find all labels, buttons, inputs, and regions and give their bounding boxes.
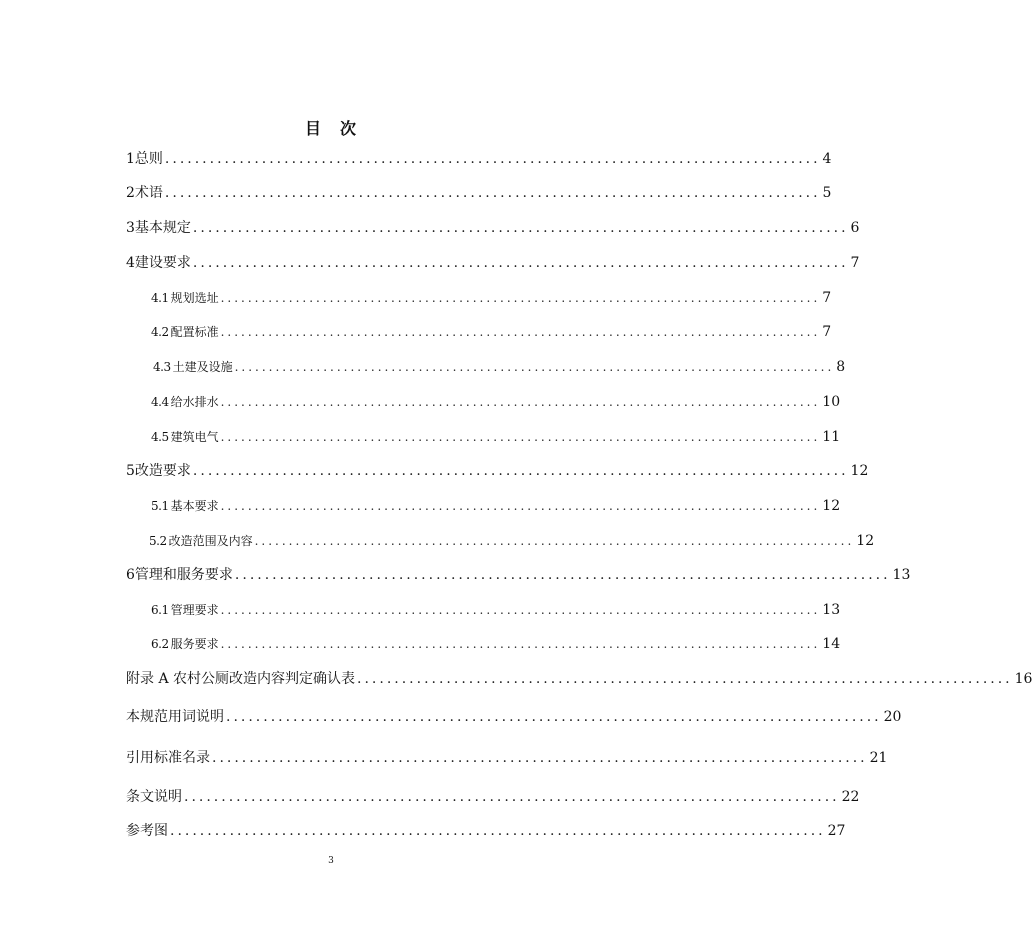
toc-entry-page: 12 [856, 533, 875, 549]
toc-subentry[interactable] [151, 322, 832, 342]
dot-leader: ........................................................................................ [220, 430, 821, 444]
toc-entry-number: 3 [126, 220, 135, 236]
toc-entry-label: 服务要求 [170, 637, 219, 651]
toc-entry-page: 11 [822, 429, 841, 445]
toc-entry[interactable] [126, 183, 832, 203]
toc-entry-number: 4.2 [151, 325, 169, 339]
dot-leader: ........................................................................................ [226, 709, 882, 725]
toc-entry-label: 条文说明 [126, 789, 182, 805]
toc-entry-number: 2 [126, 185, 135, 201]
toc-entry-page: 14 [822, 636, 841, 652]
dot-leader: ........................................................................................ [192, 255, 849, 271]
toc-entry-label: 土建及设施 [172, 360, 233, 374]
toc-entry-page: 13 [892, 567, 911, 583]
toc-entry-label: 附录 A 农村公厕改造内容判定确认表 [126, 671, 356, 687]
toc-entry-page: 22 [841, 789, 860, 805]
toc-entry[interactable] [126, 565, 911, 585]
toc-entry[interactable] [126, 253, 860, 273]
toc-subentry[interactable] [151, 427, 841, 447]
toc-subentry[interactable] [151, 600, 841, 620]
toc-entry-number: 4.4 [151, 395, 169, 409]
toc-entry[interactable] [126, 461, 869, 481]
toc-entry-number: 4.5 [151, 430, 169, 444]
toc-entry-number: 6 [126, 567, 135, 583]
toc-entry-label: 规划选址 [170, 291, 219, 305]
toc-entry-number: 5.1 [151, 499, 169, 513]
toc-entry-label: 改造要求 [134, 463, 191, 479]
toc-entry[interactable] [126, 787, 860, 807]
toc-subentry[interactable] [151, 634, 841, 654]
toc-subentry[interactable] [151, 496, 841, 516]
toc-entry-page: 6 [850, 220, 860, 236]
toc-entry-label: 管理和服务要求 [134, 567, 233, 583]
toc-entry-label: 给水排水 [170, 395, 219, 409]
toc-entry[interactable] [126, 669, 1032, 689]
toc-entry-label: 术语 [134, 185, 163, 201]
toc-entry-page: 12 [850, 463, 869, 479]
toc-entry-number: 4.3 [153, 360, 171, 374]
toc-entry-page: 20 [883, 709, 902, 725]
dot-leader: ........................................................................................ [170, 823, 826, 839]
dot-leader: ........................................................................................ [164, 151, 821, 167]
toc-subentry[interactable] [153, 357, 846, 377]
dot-leader: ........................................................................................ [212, 750, 868, 766]
toc-entry-page: 7 [822, 324, 832, 340]
toc-entry-label: 参考图 [126, 823, 168, 839]
toc-subentry[interactable] [149, 531, 875, 551]
dot-leader: ........................................................................................ [234, 360, 835, 374]
toc-entry-page: 16 [1014, 671, 1032, 687]
toc-entry-number: 4 [126, 255, 135, 271]
toc-subentry[interactable] [151, 392, 841, 412]
dot-leader: ........................................................................................ [164, 185, 821, 201]
toc-entry-label: 引用标准名录 [126, 750, 210, 766]
dot-leader: ........................................................................................ [192, 220, 849, 236]
dot-leader: ........................................................................................ [220, 603, 821, 617]
toc-entry[interactable] [126, 707, 902, 727]
toc-entry-page: 4 [822, 151, 832, 167]
toc-entry-page: 21 [869, 750, 888, 766]
toc-entry-number: 6.1 [151, 603, 169, 617]
toc-entry-page: 8 [836, 359, 846, 375]
toc-entry[interactable] [126, 821, 846, 841]
toc-entry-number: 1 [126, 151, 135, 167]
toc-entry-label: 建设要求 [134, 255, 191, 271]
toc-entry-page: 12 [822, 498, 841, 514]
toc-entry[interactable] [126, 748, 888, 768]
toc-entry-page: 5 [822, 185, 832, 201]
toc-entry-number: 5.2 [149, 534, 167, 548]
toc-entry[interactable] [126, 218, 860, 238]
dot-leader: ........................................................................................ [184, 789, 840, 805]
dot-leader: ........................................................................................ [220, 395, 821, 409]
toc-subentry[interactable] [151, 288, 832, 308]
toc-entry-label: 改造范围及内容 [168, 534, 253, 548]
dot-leader: ........................................................................................ [192, 463, 849, 479]
page-title: 目 次 [304, 119, 358, 138]
toc-entry-page: 13 [822, 602, 841, 618]
toc-entry-label: 配置标准 [170, 325, 219, 339]
toc-entry-label: 管理要求 [170, 603, 219, 617]
dot-leader: ........................................................................................ [220, 499, 821, 513]
dot-leader: ........................................................................................ [220, 325, 821, 339]
dot-leader: ........................................................................................ [220, 291, 821, 305]
dot-leader: ........................................................................................ [254, 534, 855, 548]
dot-leader: ........................................................................................ [220, 637, 821, 651]
toc-entry-page: 27 [827, 823, 846, 839]
toc-entry[interactable] [126, 149, 832, 169]
toc-entry-label: 本规范用词说明 [126, 709, 224, 725]
page-number: 3 [328, 856, 334, 866]
toc-entry-number: 4.1 [151, 291, 169, 305]
toc-entry-number: 5 [126, 463, 135, 479]
toc-entry-page: 10 [822, 394, 841, 410]
toc-entry-label: 建筑电气 [170, 430, 219, 444]
toc-entry-label: 基本规定 [134, 220, 191, 236]
dot-leader: ........................................................................................ [234, 567, 891, 583]
dot-leader: ........................................................................................ [357, 671, 1013, 687]
toc-entry-page: 7 [822, 290, 832, 306]
toc-entry-label: 总则 [134, 151, 163, 167]
toc-entry-number: 6.2 [151, 637, 169, 651]
toc-entry-label: 基本要求 [170, 499, 219, 513]
toc-entry-page: 7 [850, 255, 860, 271]
